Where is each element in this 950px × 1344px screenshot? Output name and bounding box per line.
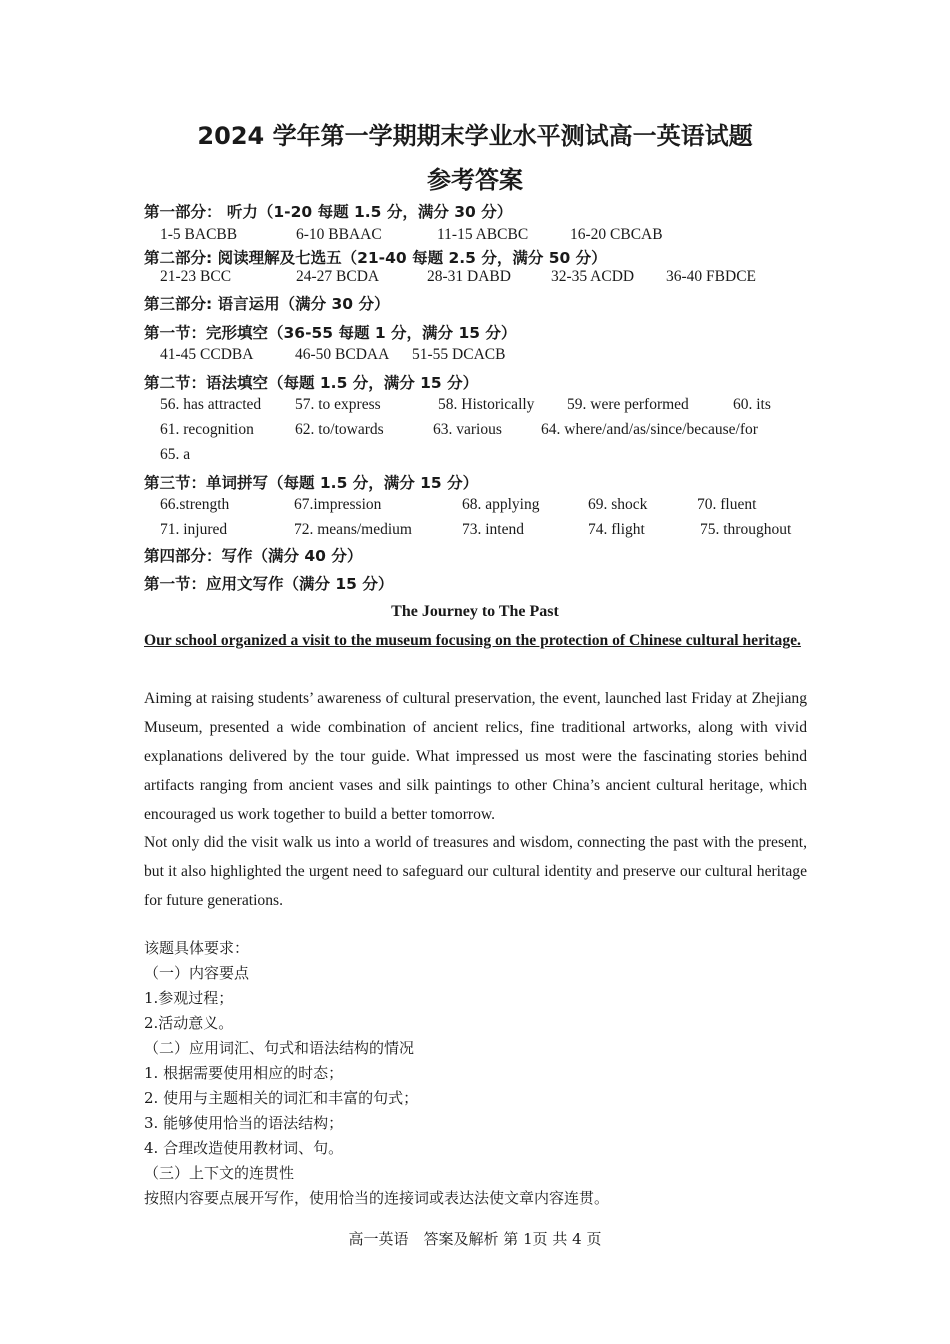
requirement-line: （一）内容要点 bbox=[144, 964, 250, 982]
requirement-line: （二）应用词汇、句式和语法结构的情况 bbox=[144, 1039, 415, 1057]
answer-item: 74. flight bbox=[588, 521, 645, 538]
answer-item: 68. applying bbox=[462, 496, 540, 513]
document-title: 2024 学年第一学期期末学业水平测试高一英语试题 bbox=[197, 122, 753, 150]
answer-item: 75. throughout bbox=[700, 521, 792, 538]
requirement-line: （三）上下文的连贯性 bbox=[144, 1164, 295, 1182]
part4-sec1-heading: 第一节：应用文写作（满分 15 分） bbox=[144, 575, 394, 593]
answer-item: 66.strength bbox=[160, 496, 230, 513]
answer-group: 11-15 ABCBC bbox=[437, 226, 529, 243]
requirements-intro: 该题具体要求： bbox=[144, 939, 250, 957]
answer-item: 70. fluent bbox=[697, 496, 757, 513]
answer-group: 6-10 BBAAC bbox=[296, 226, 382, 243]
answer-item: 60. its bbox=[733, 396, 771, 413]
requirement-line: 4. 合理改造使用教材词、句。 bbox=[144, 1139, 344, 1157]
answer-group: 16-20 CBCAB bbox=[570, 226, 663, 243]
answer-item: 67.impression bbox=[294, 496, 382, 513]
answer-group: 1-5 BACBB bbox=[160, 226, 238, 243]
part3-heading: 第三部分: 语言运用（满分 30 分） bbox=[144, 295, 390, 313]
answer-group: 24-27 BCDA bbox=[296, 268, 380, 285]
answer-item: 57. to express bbox=[295, 396, 381, 413]
page-footer: 高一英语 答案及解析 第 1页 共 4 页 bbox=[348, 1230, 602, 1248]
requirement-line: 按照内容要点展开写作，使用恰当的连接词或表达法使文章内容连贯。 bbox=[144, 1189, 610, 1207]
answer-item: 61. recognition bbox=[160, 421, 254, 438]
essay-lead-sentence: Our school organized a visit to the museum focusing on the protection of Chinese cultural heritage. bbox=[144, 632, 801, 649]
answer-group: 21-23 BCC bbox=[160, 268, 232, 285]
document-subtitle: 参考答案 bbox=[427, 166, 523, 194]
answer-item: 63. various bbox=[433, 421, 502, 438]
answer-group: 46-50 BCDAA bbox=[295, 346, 390, 363]
answer-item: 71. injured bbox=[160, 521, 228, 538]
answer-group: 36-40 FBDCE bbox=[666, 268, 756, 285]
essay-paragraph-1: Aiming at raising students’ awareness of cultural preservation, the event, launched last Friday at Zhejiang Museum, presented a wide combination of ancient relics, fine traditional artworks, along with vivid explanations delivered by the tour guide. What impressed us most were the fascinating stories behind artifacts ranging from ancient vases and silk paintings to other China’s ancient cultural heritage, which encouraged us work together to build a better tomorrow. bbox=[144, 690, 807, 823]
answer-item: 58. Historically bbox=[438, 396, 535, 413]
answer-item: 62. to/towards bbox=[295, 421, 384, 438]
answer-item: 65. a bbox=[160, 446, 191, 463]
essay-title: The Journey to The Past bbox=[391, 603, 559, 620]
requirement-line: 1.参观过程； bbox=[144, 989, 234, 1007]
answer-group: 51-55 DCACB bbox=[412, 346, 506, 363]
answer-group: 41-45 CCDBA bbox=[160, 346, 254, 363]
answer-item: 64. where/and/as/since/because/for bbox=[541, 421, 758, 438]
answer-group: 32-35 ACDD bbox=[551, 268, 635, 285]
answer-item: 73. intend bbox=[462, 521, 524, 538]
answer-item: 72. means/medium bbox=[294, 521, 412, 538]
part3-sec2-heading: 第二节：语法填空（每题 1.5 分，满分 15 分） bbox=[144, 374, 479, 392]
part4-heading: 第四部分：写作（满分 40 分） bbox=[144, 547, 363, 565]
answer-item: 59. were performed bbox=[567, 396, 689, 413]
part1-heading: 第一部分： 听力（1-20 每题 1.5 分，满分 30 分） bbox=[144, 203, 513, 221]
requirement-line: 1. 根据需要使用相应的时态； bbox=[144, 1064, 344, 1082]
requirement-line: 2.活动意义。 bbox=[144, 1014, 234, 1032]
requirement-line: 3. 能够使用恰当的语法结构； bbox=[144, 1114, 344, 1132]
answer-item: 69. shock bbox=[588, 496, 648, 513]
part3-sec1-heading: 第一节：完形填空（36-55 每题 1 分，满分 15 分） bbox=[144, 324, 517, 342]
part3-sec3-heading: 第三节：单词拼写（每题 1.5 分，满分 15 分） bbox=[144, 474, 479, 492]
answer-group: 28-31 DABD bbox=[427, 268, 511, 285]
part2-heading: 第二部分: 阅读理解及七选五（21-40 每题 2.5 分，满分 50 分） bbox=[144, 249, 607, 267]
requirement-line: 2. 使用与主题相关的词汇和丰富的句式； bbox=[144, 1089, 419, 1107]
answer-item: 56. has attracted bbox=[160, 396, 262, 413]
essay-paragraph-2: Not only did the visit walk us into a world of treasures and wisdom, connecting the past with the present, but it also highlighted the urgent need to safeguard our cultural identity and preserve our cultural heritage for future generations. bbox=[144, 834, 807, 909]
